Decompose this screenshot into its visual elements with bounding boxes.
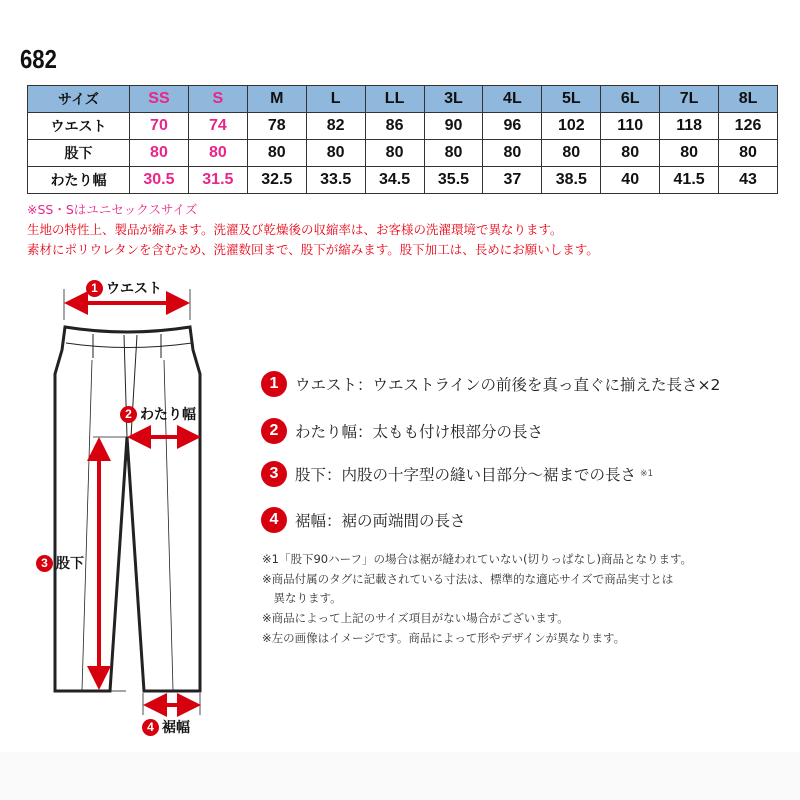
table-cell: 80 — [719, 140, 778, 167]
size-header-cell: LL — [365, 86, 424, 113]
table-cell: 80 — [601, 140, 660, 167]
table-cell: 78 — [247, 113, 306, 140]
table-cell: 90 — [424, 113, 483, 140]
definition-inseam: 3 股下：内股の十字型の縫い目部分～裾までの長さ ※1 — [261, 461, 653, 487]
table-cell: 80 — [365, 140, 424, 167]
pants-outline — [55, 289, 200, 715]
inseam-label: 3 股下 — [36, 553, 84, 573]
model-number: 682 — [20, 44, 57, 74]
table-cell: 80 — [542, 140, 601, 167]
table-cell: 33.5 — [306, 167, 365, 194]
badge-3-icon: 3 — [36, 555, 53, 572]
badge-3-icon: 3 — [261, 461, 287, 487]
size-header-cell: 3L — [424, 86, 483, 113]
size-header-cell: 8L — [719, 86, 778, 113]
badge-1-icon: 1 — [261, 371, 287, 397]
table-cell: 41.5 — [660, 167, 719, 194]
table-cell: 86 — [365, 113, 424, 140]
footnote: ※商品によって上記のサイズ項目がない場合がございます。 — [262, 611, 569, 625]
badge-4-icon: 4 — [142, 719, 159, 736]
size-header-cell: 5L — [542, 86, 601, 113]
shrink-note-2: 素材にポリウレタンを含むため、洗濯数回まで、股下が縮みます。股下加工は、長めにお願いします。 — [27, 242, 599, 257]
shrink-note-1: 生地の特性上、製品が縮みます。洗濯及び乾燥後の収縮率は、お客様の洗濯環境で異なります。 — [27, 222, 563, 237]
table-cell: 80 — [188, 140, 247, 167]
badge-2-icon: 2 — [120, 406, 137, 423]
row-label: わたり幅 — [28, 167, 130, 194]
footnote: 異なります。 — [262, 591, 342, 605]
table-cell: 80 — [306, 140, 365, 167]
table-cell: 70 — [130, 113, 189, 140]
badge-1-icon: 1 — [86, 280, 103, 297]
table-cell: 74 — [188, 113, 247, 140]
table-cell: 30.5 — [130, 167, 189, 194]
table-cell: 40 — [601, 167, 660, 194]
waist-label: 1 ウエスト — [86, 278, 162, 298]
size-header-cell: L — [306, 86, 365, 113]
size-header-cell: M — [247, 86, 306, 113]
table-cell: 32.5 — [247, 167, 306, 194]
table-cell: 37 — [483, 167, 542, 194]
table-cell: 43 — [719, 167, 778, 194]
table-cell: 80 — [424, 140, 483, 167]
row-label: サイズ — [28, 86, 130, 113]
table-cell: 82 — [306, 113, 365, 140]
size-header-cell: 6L — [601, 86, 660, 113]
table-cell: 31.5 — [188, 167, 247, 194]
footnote: ※左の画像はイメージです。商品によって形やデザインが異なります。 — [262, 631, 626, 645]
pants-diagram — [0, 0, 260, 760]
footnote: ※商品付属のタグに記載されている寸法は、標準的な適応サイズで商品実寸とは — [262, 572, 674, 586]
size-header-cell: SS — [130, 86, 189, 113]
table-cell: 80 — [247, 140, 306, 167]
definition-thigh: 2 わたり幅：太もも付け根部分の長さ — [261, 418, 543, 444]
table-cell: 96 — [483, 113, 542, 140]
size-header-cell: 4L — [483, 86, 542, 113]
unisex-note: ※SS・Sはユニセックスサイズ — [27, 202, 198, 217]
badge-4-icon: 4 — [261, 507, 287, 533]
table-cell: 102 — [542, 113, 601, 140]
footnote: ※1「股下90ハーフ」の場合は裾が縫われていない(切りっぱなし)商品となります。 — [262, 552, 693, 566]
thigh-label: 2 わたり幅 — [120, 404, 196, 424]
definition-hem: 4 裾幅：裾の両端間の長さ — [261, 507, 466, 533]
bottom-band — [0, 752, 800, 800]
table-cell: 80 — [130, 140, 189, 167]
hem-label: 4 裾幅 — [142, 717, 190, 737]
size-header-cell: 7L — [660, 86, 719, 113]
table-cell: 80 — [483, 140, 542, 167]
table-cell: 118 — [660, 113, 719, 140]
table-cell: 126 — [719, 113, 778, 140]
definition-waist: 1 ウエスト：ウエストラインの前後を真っ直ぐに揃えた長さ×2 — [261, 371, 720, 397]
row-label: ウエスト — [28, 113, 130, 140]
badge-2-icon: 2 — [261, 418, 287, 444]
size-header-cell: S — [188, 86, 247, 113]
row-label: 股下 — [28, 140, 130, 167]
table-cell: 34.5 — [365, 167, 424, 194]
table-cell: 80 — [660, 140, 719, 167]
table-cell: 38.5 — [542, 167, 601, 194]
table-cell: 110 — [601, 113, 660, 140]
table-cell: 35.5 — [424, 167, 483, 194]
